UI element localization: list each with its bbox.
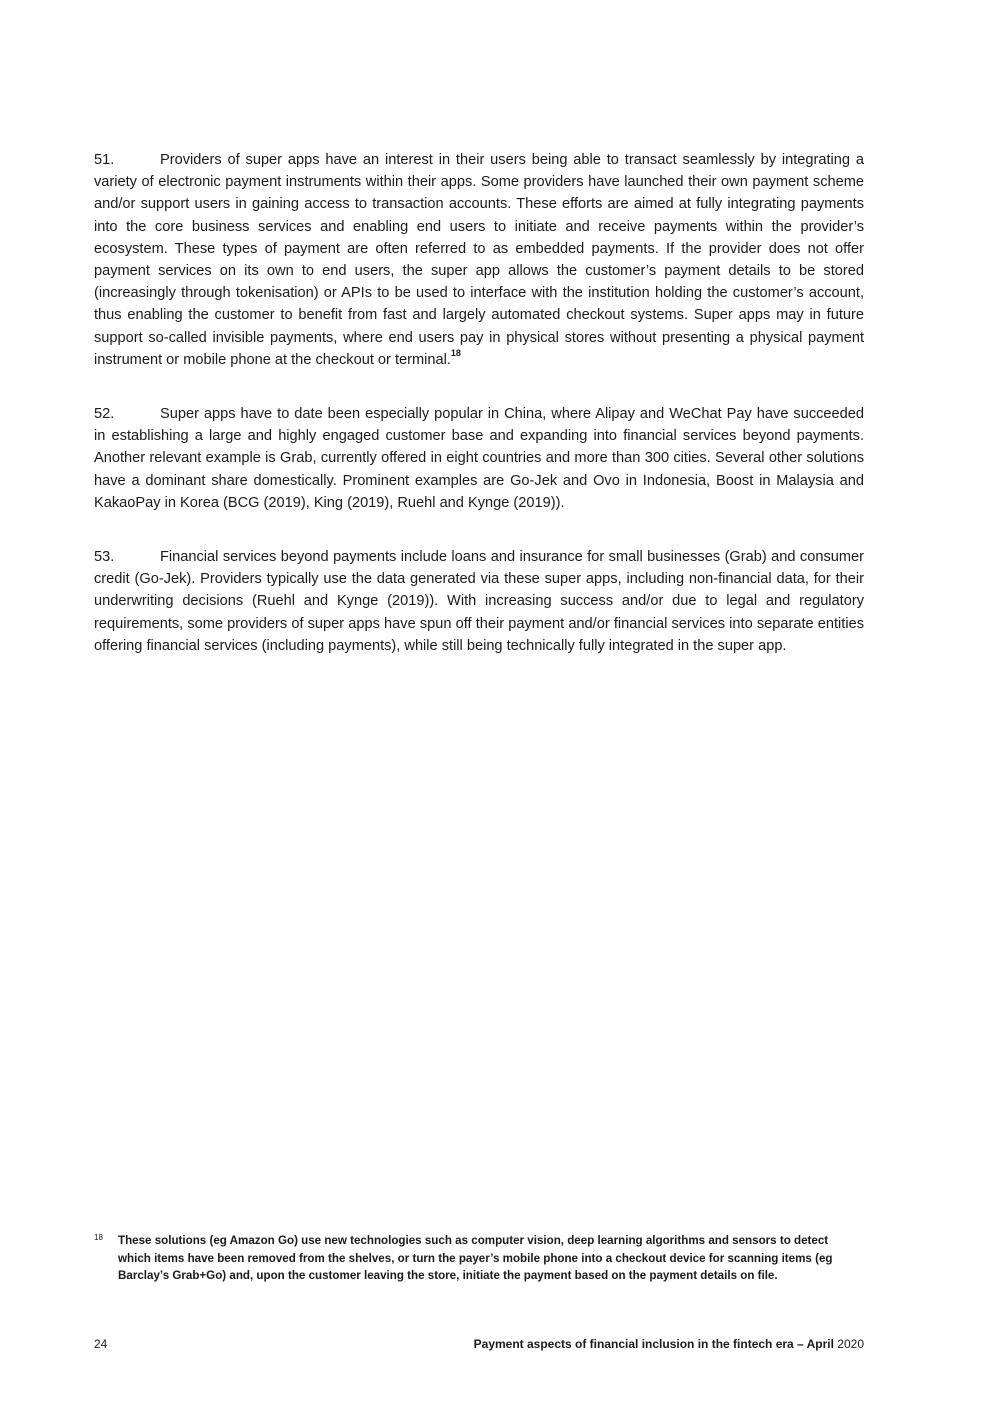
paragraph-text: Super apps have to date been especially popular in China, where Alipay and WeChat Pay have succeeded in establishing a large and highly engaged customer base and expanding into financial services beyond payments. Another relevant example is Grab, currently offered in eight countries and more than 300 cities. Several other solutions have a dominant share domestically. Prominent examples are Go-Jek and Ovo in Indonesia, Boost in Malaysia and KakaoPay in Korea (BCG (2019), King (2019), Ruehl and Kynge (2019)). bbox=[94, 406, 864, 511]
paragraph-53 bbox=[94, 546, 864, 657]
running-title-text: Payment aspects of financial inclusion in the fintech era – April bbox=[473, 1337, 834, 1351]
footnote-reference[interactable]: 18 bbox=[450, 347, 461, 358]
running-title-year: 2020 bbox=[837, 1337, 864, 1351]
footnote-18 bbox=[94, 1232, 864, 1285]
paragraph-text: Providers of super apps have an interest in their users being able to transact seamlessly by integrating a variety of electronic payment instruments within their apps. Some providers have launched their own payment scheme and/or support users in gaining access to transaction accounts. These efforts are aimed at fully integrating payments into the core business services and enabling end users to initiate and receive payments within the provider’s ecosystem. These types of payment are often referred to as embedded payments. If the provider does not offer payment services on its own to end users, the super app allows the customer’s payment details to be stored (increasingly through tokenisation) or APIs to be used to interface with the institution holding the customer’s account, thus enabling the customer to benefit from fast and largely automated checkout systems. Super apps may in future support so-called invisible payments, where end users pay in physical stores without presenting a physical payment instrument or mobile phone at the checkout or terminal. bbox=[94, 152, 864, 368]
paragraph-text: Financial services beyond payments include loans and insurance for small businesses (Grab) and consumer credit (Go-Jek). Providers typically use the data generated via these super apps, including non-financial data, for their underwriting decisions (Ruehl and Kynge (2019)). With increasing success and/or due to legal and regulatory requirements, some providers of super apps have spun off their payment and/or financial services into separate entities offering financial services (including payments), while still being technically fully integrated in the super app. bbox=[94, 549, 864, 654]
paragraph-number: 53. bbox=[94, 549, 115, 565]
page-number: 24 bbox=[94, 1337, 108, 1351]
footnote-text: These solutions (eg Amazon Go) use new technologies such as computer vision, deep learning algorithms and sensors to detect which items have been removed from the shelves, or turn the payer’s mobile phone into a checkout device for scanning items (eg Barclay’s Grab+Go) and, upon the customer leaving the store, initiate the payment based on the payment details on file. bbox=[118, 1234, 833, 1282]
paragraph-number: 51. bbox=[94, 152, 115, 168]
paragraph-51 bbox=[94, 149, 864, 371]
paragraph-number: 52. bbox=[94, 406, 115, 422]
footnote-mark: 18 bbox=[94, 1233, 103, 1242]
running-title bbox=[474, 1337, 864, 1351]
paragraph-52 bbox=[94, 403, 864, 514]
